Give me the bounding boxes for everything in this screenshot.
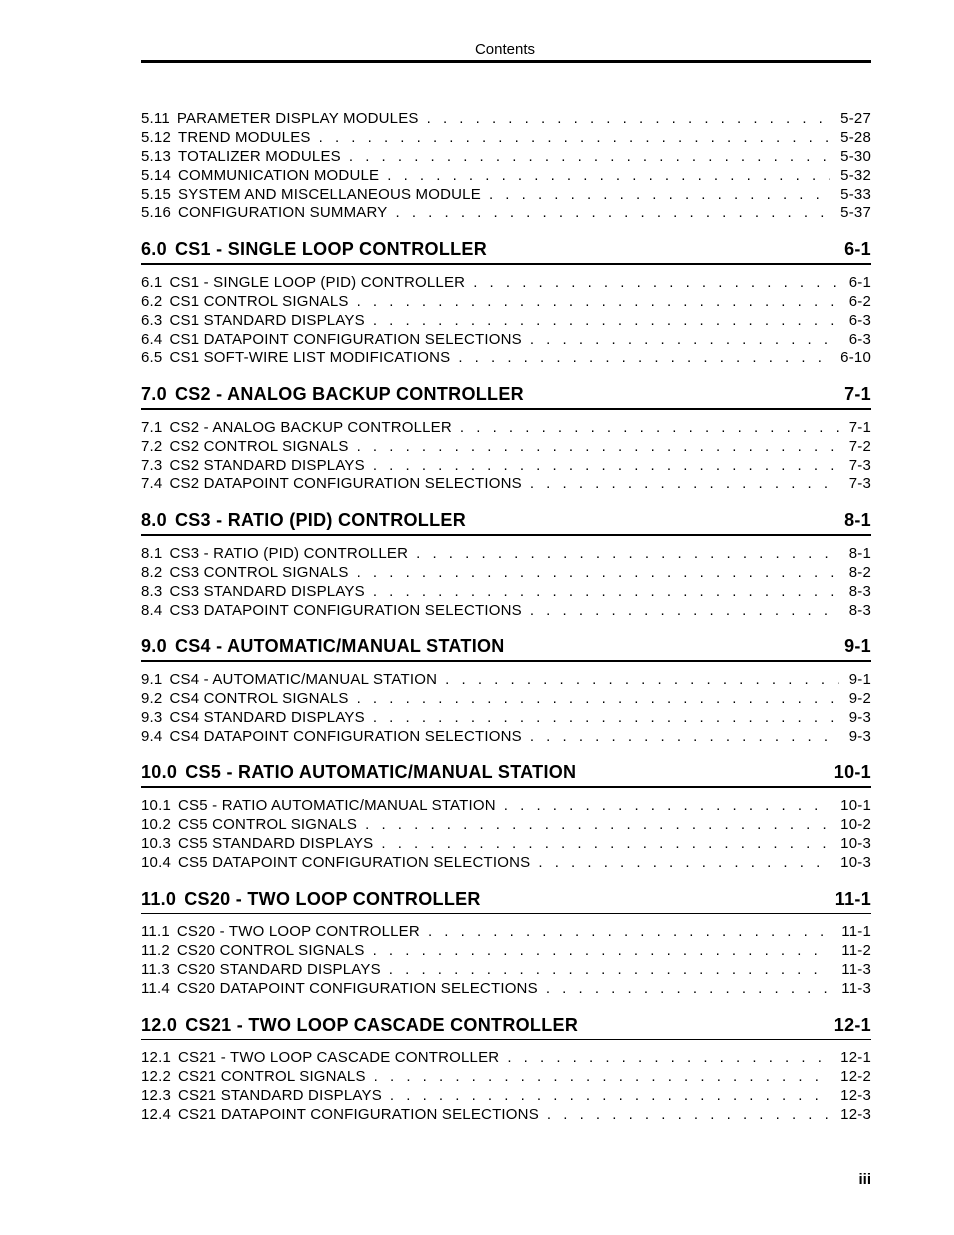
section-rule [141, 263, 871, 265]
dot-leader [538, 854, 830, 871]
dot-leader [373, 942, 832, 959]
toc-entry-number: 7.1 [141, 418, 163, 436]
toc-entry[interactable] [141, 709, 871, 728]
dot-leader [373, 583, 839, 600]
section-page: 10-1 [833, 762, 871, 783]
dot-leader [357, 438, 839, 455]
toc-entry-title: CONFIGURATION SUMMARY [178, 204, 388, 222]
dot-leader [319, 129, 831, 146]
table-of-contents [141, 110, 871, 1125]
toc-entry-title: CS5 - RATIO AUTOMATIC/MANUAL STATION [178, 796, 496, 814]
toc-entry-page: 6-3 [848, 330, 871, 348]
dot-leader [473, 274, 839, 291]
toc-entry-title: CS4 - AUTOMATIC/MANUAL STATION [169, 670, 438, 688]
dot-leader [395, 204, 830, 221]
toc-entry[interactable] [141, 186, 871, 205]
toc-entry-title: CS5 STANDARD DISPLAYS [178, 834, 374, 852]
toc-entry-page: 10-3 [840, 853, 871, 871]
toc-entry-title: CS1 CONTROL SIGNALS [169, 292, 349, 310]
section-page: 8-1 [844, 510, 871, 531]
header-rule [141, 60, 871, 63]
toc-entry[interactable] [141, 816, 871, 835]
page-number: iii [858, 1171, 871, 1188]
toc-entry-number: 12.2 [141, 1068, 171, 1085]
section-heading[interactable] [141, 384, 871, 408]
toc-entry-page: 10-3 [840, 834, 871, 852]
toc-entry[interactable] [141, 671, 871, 690]
toc-entry[interactable] [141, 204, 871, 223]
section-rule [141, 660, 871, 662]
toc-entry-title: CS2 STANDARD DISPLAYS [169, 456, 365, 474]
toc-entry-title: CS3 - RATIO (PID) CONTROLLER [169, 544, 409, 562]
dot-leader [460, 419, 839, 436]
toc-entry[interactable] [141, 1049, 871, 1068]
toc-entry[interactable] [141, 564, 871, 583]
toc-entry[interactable] [141, 331, 871, 350]
section-number: 8.0 [141, 510, 167, 531]
toc-entry-number: 12.4 [141, 1105, 171, 1123]
toc-entry[interactable] [141, 1068, 871, 1087]
toc-entry-title: CS2 DATAPOINT CONFIGURATION SELECTIONS [169, 475, 522, 493]
toc-section [141, 762, 871, 872]
section-heading-label [141, 762, 576, 783]
toc-entry[interactable] [141, 148, 871, 167]
dot-leader [390, 1087, 830, 1104]
toc-entry-page: 5-28 [840, 128, 871, 146]
toc-entry-page: 6-10 [840, 349, 871, 367]
toc-entry-page: 8-3 [848, 582, 871, 600]
toc-entry-title: CS1 SOFT-WIRE LIST MODIFICATIONS [169, 349, 451, 367]
section-title: CS5 - RATIO AUTOMATIC/MANUAL STATION [185, 762, 577, 783]
toc-entry-number: 9.3 [141, 708, 163, 726]
toc-entry-title: CS3 DATAPOINT CONFIGURATION SELECTIONS [169, 601, 522, 619]
section-heading-label [141, 384, 524, 405]
toc-entry-number: 6.5 [141, 349, 163, 367]
toc-entry-number: 11.1 [141, 923, 170, 941]
section-number: 11.0 [141, 888, 177, 909]
toc-entry[interactable] [141, 312, 871, 331]
section-rule [141, 786, 871, 788]
toc-entry-title: CS20 DATAPOINT CONFIGURATION SELECTIONS [176, 979, 538, 997]
toc-entry-title: SYSTEM AND MISCELLANEOUS MODULE [178, 185, 481, 203]
toc-entry-page: 5-33 [840, 185, 871, 203]
toc-entry[interactable] [141, 129, 871, 148]
toc-entry[interactable] [141, 583, 871, 602]
toc-entry[interactable] [141, 293, 871, 312]
dot-leader [489, 186, 830, 203]
dot-leader [530, 331, 839, 348]
section-heading[interactable] [141, 636, 871, 660]
toc-entry-number: 5.15 [141, 185, 171, 203]
toc-entry-number: 5.14 [141, 166, 171, 184]
toc-entry-title: CS21 - TWO LOOP CASCADE CONTROLLER [178, 1049, 500, 1067]
toc-section [141, 1015, 871, 1125]
toc-entry-page: 8-1 [848, 544, 871, 562]
toc-entry-number: 8.4 [141, 601, 163, 619]
toc-entry[interactable] [141, 438, 871, 457]
section-rule [141, 1039, 871, 1041]
dot-leader [428, 923, 831, 940]
toc-entry-page: 5-27 [840, 110, 871, 127]
toc-continued-group [141, 110, 871, 223]
toc-entry-title: CS4 CONTROL SIGNALS [169, 689, 349, 707]
toc-entry-number: 9.4 [141, 727, 163, 745]
dot-leader [349, 148, 830, 165]
toc-entry[interactable] [141, 980, 871, 999]
toc-entry-page: 9-3 [848, 708, 871, 726]
toc-entry[interactable] [141, 457, 871, 476]
toc-entry-title: CS3 STANDARD DISPLAYS [169, 582, 365, 600]
toc-entry-title: CS4 DATAPOINT CONFIGURATION SELECTIONS [169, 727, 522, 745]
running-header: Contents [474, 41, 536, 58]
dot-leader [445, 671, 839, 688]
toc-entry-number: 10.3 [141, 834, 171, 852]
toc-entry-number: 5.12 [141, 128, 171, 146]
section-heading-label [141, 1015, 578, 1036]
toc-entry-page: 7-1 [848, 418, 871, 436]
toc-entry[interactable] [141, 110, 871, 129]
toc-entry-title: CS21 STANDARD DISPLAYS [178, 1086, 382, 1104]
toc-section [141, 239, 871, 368]
toc-entry-number: 12.3 [141, 1086, 171, 1104]
toc-entry-page: 7-2 [848, 437, 871, 455]
toc-entry[interactable] [141, 797, 871, 816]
toc-entry-number: 8.2 [141, 563, 163, 581]
toc-entry-page: 7-3 [848, 475, 871, 493]
toc-entry-page: 5-30 [840, 147, 871, 165]
toc-entry-number: 9.2 [141, 689, 163, 707]
section-number: 6.0 [141, 239, 167, 260]
toc-entry-number: 8.3 [141, 582, 163, 600]
section-rule [141, 408, 871, 410]
section-number: 9.0 [141, 636, 167, 657]
toc-entry[interactable] [141, 1087, 871, 1106]
dot-leader [373, 457, 839, 474]
toc-entry-page: 7-3 [848, 456, 871, 474]
toc-entry-page: 12-1 [840, 1049, 871, 1067]
toc-entry-title: TREND MODULES [178, 128, 311, 146]
dot-leader [373, 312, 839, 329]
toc-entry-number: 7.4 [141, 475, 163, 493]
section-heading-label [141, 636, 505, 657]
toc-entry-page: 11-2 [841, 941, 871, 959]
toc-entry-number: 6.3 [141, 311, 163, 329]
dot-leader [530, 475, 839, 492]
section-title: CS20 - TWO LOOP CONTROLLER [184, 888, 481, 909]
dot-leader [530, 602, 839, 619]
dot-leader [546, 980, 831, 997]
toc-entry[interactable] [141, 167, 871, 186]
section-number: 7.0 [141, 384, 167, 405]
toc-section [141, 889, 871, 999]
toc-entry-page: 12-3 [840, 1086, 871, 1104]
dot-leader [381, 835, 830, 852]
toc-entry-number: 11.2 [141, 941, 170, 959]
section-rule [141, 913, 871, 915]
section-number: 12.0 [141, 1014, 178, 1035]
toc-entry-number: 10.4 [141, 853, 171, 871]
dot-leader [530, 728, 839, 745]
dot-leader [507, 1049, 830, 1066]
toc-entry-page: 6-2 [848, 292, 871, 310]
dot-leader [357, 564, 839, 581]
toc-entry-title: CS21 CONTROL SIGNALS [178, 1068, 366, 1085]
section-heading[interactable] [141, 510, 871, 534]
section-title: CS21 - TWO LOOP CASCADE CONTROLLER [185, 1014, 579, 1035]
toc-entry-number: 7.3 [141, 456, 163, 474]
dot-leader [374, 1068, 831, 1085]
section-heading[interactable] [141, 762, 871, 786]
toc-entry-number: 5.11 [141, 110, 170, 127]
dot-leader [389, 961, 831, 978]
section-heading[interactable] [141, 239, 871, 263]
section-page: 7-1 [844, 384, 871, 405]
toc-entry-number: 10.1 [141, 796, 171, 814]
section-page: 12-1 [833, 1014, 871, 1035]
toc-entry[interactable] [141, 728, 871, 747]
section-heading-label [141, 239, 487, 260]
toc-entry-number: 11.3 [141, 960, 170, 978]
toc-entry-title: CS20 CONTROL SIGNALS [176, 941, 365, 959]
toc-entry[interactable] [141, 961, 871, 980]
dot-leader [458, 349, 830, 366]
toc-section [141, 636, 871, 746]
toc-entry-title: CS20 - TWO LOOP CONTROLLER [176, 923, 420, 941]
toc-section [141, 510, 871, 620]
toc-entry-page: 6-1 [848, 273, 871, 291]
toc-entry-page: 8-3 [848, 601, 871, 619]
dot-leader [427, 110, 831, 127]
toc-entry[interactable] [141, 349, 871, 368]
toc-entry[interactable] [141, 835, 871, 854]
toc-entry[interactable] [141, 545, 871, 564]
toc-entry-title: CS21 DATAPOINT CONFIGURATION SELECTIONS [178, 1105, 539, 1123]
toc-entry[interactable] [141, 690, 871, 709]
toc-entry-number: 10.2 [141, 815, 171, 833]
toc-entry-title: TOTALIZER MODULES [178, 147, 341, 165]
toc-section [141, 384, 871, 494]
toc-entry-page: 10-1 [840, 796, 871, 814]
toc-entry-number: 12.1 [141, 1049, 171, 1067]
toc-entry-number: 7.2 [141, 437, 163, 455]
toc-entry-page: 9-3 [848, 727, 871, 745]
toc-entry[interactable] [141, 854, 871, 873]
toc-entry[interactable] [141, 274, 871, 293]
toc-entry-page: 8-2 [848, 563, 871, 581]
toc-entry[interactable] [141, 923, 871, 942]
toc-entry-page: 5-32 [840, 166, 871, 184]
toc-entry-page: 9-1 [848, 670, 871, 688]
toc-entry-page: 10-2 [840, 815, 871, 833]
dot-leader [365, 816, 830, 833]
toc-entry-title: CS2 - ANALOG BACKUP CONTROLLER [169, 418, 452, 436]
toc-entry[interactable] [141, 942, 871, 961]
toc-entry[interactable] [141, 602, 871, 621]
toc-entry-page: 11-3 [841, 979, 871, 997]
section-page: 6-1 [844, 239, 871, 260]
toc-entry[interactable] [141, 419, 871, 438]
toc-entry-number: 6.4 [141, 330, 163, 348]
toc-entry-page: 11-1 [841, 923, 871, 941]
toc-sections [141, 239, 871, 1124]
section-heading[interactable] [141, 1015, 871, 1039]
section-heading-label [141, 889, 481, 910]
toc-entry-page: 11-3 [841, 960, 871, 978]
section-title: CS4 - AUTOMATIC/MANUAL STATION [174, 636, 505, 657]
toc-entry-title: CS3 CONTROL SIGNALS [169, 563, 349, 581]
section-page: 9-1 [844, 636, 871, 657]
toc-entry-page: 5-37 [840, 204, 871, 222]
toc-entry-title: CS5 DATAPOINT CONFIGURATION SELECTIONS [178, 853, 531, 871]
section-title: CS1 - SINGLE LOOP CONTROLLER [174, 239, 488, 260]
section-title: CS2 - ANALOG BACKUP CONTROLLER [174, 384, 524, 405]
toc-entry[interactable] [141, 1106, 871, 1125]
toc-entry-title: CS20 STANDARD DISPLAYS [176, 960, 381, 978]
toc-entry-number: 9.1 [141, 670, 163, 688]
toc-entry-title: CS4 STANDARD DISPLAYS [169, 708, 365, 726]
dot-leader [387, 167, 830, 184]
dot-leader [357, 690, 839, 707]
toc-entry-title: CS1 STANDARD DISPLAYS [169, 311, 365, 329]
dot-leader [504, 797, 830, 814]
section-title: CS3 - RATIO (PID) CONTROLLER [174, 510, 466, 531]
dot-leader [373, 709, 839, 726]
dot-leader [357, 293, 839, 310]
section-heading-label [141, 510, 466, 531]
dot-leader [547, 1106, 830, 1123]
toc-entry-number: 5.13 [141, 147, 171, 165]
dot-leader [416, 545, 839, 562]
toc-entry-number: 11.4 [141, 979, 170, 997]
toc-entry-number: 6.2 [141, 292, 163, 310]
section-page: 11-1 [834, 888, 871, 909]
toc-entry-title: CS1 DATAPOINT CONFIGURATION SELECTIONS [169, 330, 522, 348]
toc-entry[interactable] [141, 475, 871, 494]
toc-entry-number: 8.1 [141, 544, 163, 562]
toc-entry-page: 12-3 [840, 1105, 871, 1123]
toc-entry-page: 12-2 [840, 1068, 871, 1085]
toc-entry-title: PARAMETER DISPLAY MODULES [176, 110, 419, 127]
toc-entry-number: 5.16 [141, 204, 171, 222]
toc-entry-title: COMMUNICATION MODULE [178, 166, 380, 184]
toc-entry-title: CS5 CONTROL SIGNALS [178, 815, 358, 833]
toc-entry-title: CS2 CONTROL SIGNALS [169, 437, 349, 455]
toc-entry-page: 6-3 [848, 311, 871, 329]
section-number: 10.0 [141, 762, 178, 783]
toc-entry-title: CS1 - SINGLE LOOP (PID) CONTROLLER [169, 273, 466, 291]
section-rule [141, 534, 871, 536]
toc-entry-number: 6.1 [141, 273, 163, 291]
section-heading[interactable] [141, 889, 871, 913]
toc-entry-page: 9-2 [848, 689, 871, 707]
